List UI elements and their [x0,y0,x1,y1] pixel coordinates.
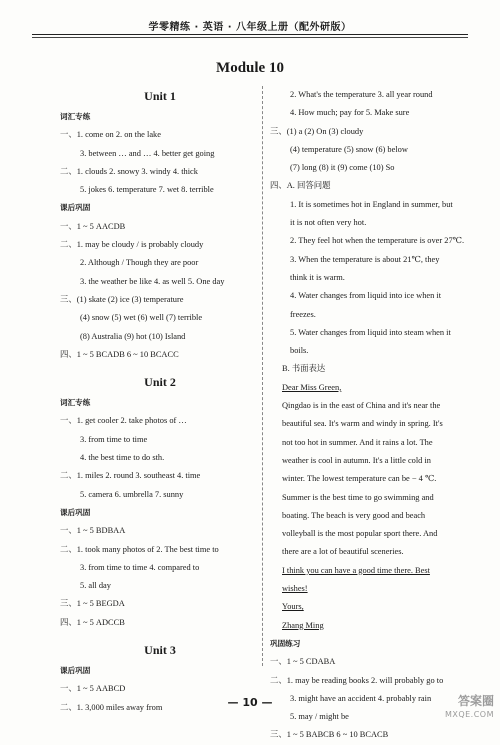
header-rule [32,34,468,35]
answer-line: 一、1. come on 2. on the lake [60,130,161,140]
answer-line: 一、1 ~ 5 CDABA [270,657,336,667]
answer-line: 3. When the temperature is about 21℃, they [290,254,440,264]
answer-line: not too hot in summer. And it rains a lot. The [282,437,433,447]
answer-line: 一、1 ~ 5 AABCD [60,684,126,694]
section-heading: 巩固练习 [270,638,301,648]
answer-line: 5. all day [80,581,111,591]
answer-line: Dear Miss Green, [282,382,342,392]
header-rule-thin [32,37,468,38]
answer-line: Yours, [282,602,304,612]
left-column [60,86,260,717]
answer-line: Qingdao is in the east of China and it's near the [282,401,441,411]
answer-line: boating. The beach is very good and beach [282,510,426,520]
answer-line: volleyball is the most popular sport there. And [282,529,438,539]
answer-line: 1. It is sometimes hot in England in summer, but [290,199,453,209]
answer-line: (4) snow (5) wet (6) well (7) terrible [80,313,203,323]
answer-line: 3. from time to time [80,434,148,444]
answer-line: (8) Australia (9) hot (10) Island [80,331,186,341]
answer-line: 一、1. get cooler 2. take photos of … [60,416,187,426]
answer-line: 5. may / might be [290,712,349,722]
answer-line: 二、1. may be reading books 2. will probably go to [270,675,444,685]
section-heading: 词汇专练 [60,398,91,408]
answer-line: 4. Water changes from liquid into ice when it [290,291,442,301]
answer-line: 4. How much; pay for 5. Make sure [290,108,410,118]
answer-line: 二、1. may be cloudy / is probably cloudy [60,240,204,250]
answer-line: freezes. [290,309,316,319]
answer-line: 4. the best time to do sth. [80,453,165,463]
answer-line: 三、1 ~ 5 BABCB 6 ~ 10 BCACB [270,730,389,740]
unit-heading: Unit 1 [144,89,176,103]
answer-line: 三、(1) skate (2) ice (3) temperature [60,294,184,304]
answer-line: 二、1. miles 2. round 3. southeast 4. time [60,471,201,481]
answer-line: 一、1 ~ 5 BDBAA [60,526,126,536]
answer-line: 3. the weather be like 4. as well 5. One day [80,276,225,286]
answer-line: 3. from time to time 4. compared to [80,562,200,572]
answer-line: weather is cool in autumn. It's a little cold in [282,455,431,465]
answer-line: 一、1 ~ 5 AACDB [60,221,126,231]
right-column [270,86,475,745]
answer-line: 5. jokes 6. temperature 7. wet 8. terrible [80,185,214,195]
answer-line: 三、1 ~ 5 BEGDA [60,599,125,609]
answer-line: (4) temperature (5) snow (6) below [290,144,408,154]
answer-line: I think you can have a good time there. Best [282,565,430,575]
answer-line: Zhang Ming [282,620,324,630]
answer-line: 二、1. took many photos of 2. The best time to [60,544,219,554]
answer-line: 3. might have an accident 4. probably rain [290,693,432,703]
answer-line: 四、1 ~ 5 ADCCB [60,617,125,627]
answer-line: 2. Although / Though they are poor [80,258,199,268]
answer-line: it is not often very hot. [290,218,367,228]
section-heading: 课后巩固 [60,203,91,213]
answer-line: boils. [290,346,309,356]
unit-heading: Unit 2 [144,375,176,390]
answer-line: 2. What's the temperature 3. all year round [290,90,433,99]
answer-line: 四、1 ~ 5 BCADB 6 ~ 10 BCACC [60,349,179,359]
watermark-logo [445,695,494,721]
module-title: Module 10 [216,60,284,76]
answer-line: 四、A. 回答问题 [270,181,331,191]
answer-line: Summer is the best time to go swimming and [282,492,434,502]
watermark-main: 答案圈 [457,694,494,708]
answer-line: there are a lot of beautiful sceneries. [282,547,404,557]
answer-line: 三、(1) a (2) On (3) cloudy [270,126,364,136]
answer-line: winter. The lowest temperature can be − 4 ℃. [282,474,437,484]
watermark-sub: MXQE.COM [444,710,494,719]
section-heading: 课后巩固 [60,666,91,676]
answer-line: (7) long (8) it (9) come (10) So [290,163,395,173]
answer-line: think it is warm. [290,272,345,282]
section-heading: 课后巩固 [60,507,91,517]
answer-line: wishes! [282,584,308,594]
section-heading: 词汇专练 [60,112,91,121]
answer-line: 二、1. 3,000 miles away from [60,702,163,712]
page-number: — 10 — [227,696,273,709]
column-divider [262,86,263,666]
answer-line: B. 书面表达 [282,364,326,374]
page-header: 学零精练 · 英语 · 八年级上册（配外研版） [148,22,352,33]
answer-line: 5. Water changes from liquid into steam when it [290,327,451,337]
answer-line: 二、1. clouds 2. snowy 3. windy 4. thick [60,166,198,176]
answer-line: beautiful sea. It's warm and windy in spring. It's [282,419,443,429]
unit-heading: Unit 3 [144,643,176,658]
answer-line: 3. between … and … 4. better get going [80,148,215,158]
answer-line: 2. They feel hot when the temperature is over 27℃. [290,236,465,246]
answer-line: 5. camera 6. umbrella 7. sunny [80,489,184,499]
